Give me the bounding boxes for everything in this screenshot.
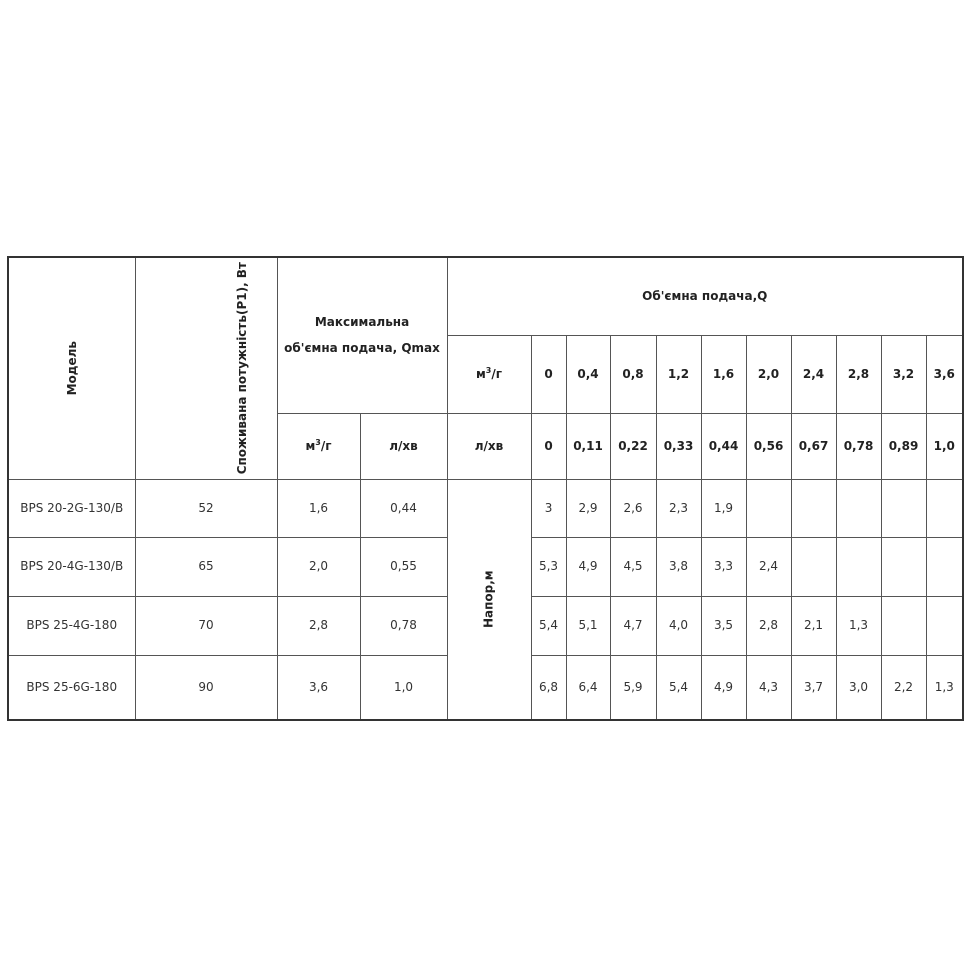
head-value-cell: 3,3 — [701, 537, 746, 596]
head-value-cell — [836, 479, 881, 537]
q-lmin-value: 0,78 — [836, 413, 881, 479]
qmax-m3h-cell: 2,8 — [277, 596, 360, 655]
qmax-m3h-cell: 3,6 — [277, 655, 360, 720]
q-m3h-value: 2,4 — [791, 335, 836, 413]
head-value-cell: 5,9 — [610, 655, 656, 720]
head-value-cell: 2,3 — [656, 479, 701, 537]
model-cell: BPS 20-4G-130/B — [8, 537, 135, 596]
power-cell: 65 — [135, 537, 277, 596]
q-m3h-value: 2,8 — [836, 335, 881, 413]
head-value-cell — [926, 537, 963, 596]
head-value-cell — [926, 596, 963, 655]
head-value-cell: 6,8 — [531, 655, 566, 720]
q-lmin-value: 0,11 — [566, 413, 610, 479]
head-value-cell — [836, 537, 881, 596]
power-cell: 90 — [135, 655, 277, 720]
qmax-unit-m3h-sup: 3 — [315, 438, 321, 448]
q-lmin-value: 0,44 — [701, 413, 746, 479]
q-lmin-value: 0,33 — [656, 413, 701, 479]
q-lmin-value: 0 — [531, 413, 566, 479]
head-value-cell — [926, 479, 963, 537]
head-value-cell — [791, 479, 836, 537]
q-lmin-value: 1,0 — [926, 413, 963, 479]
head-value-cell: 4,9 — [566, 537, 610, 596]
head-value-cell: 6,4 — [566, 655, 610, 720]
qmax-m3h-cell: 2,0 — [277, 537, 360, 596]
q-lmin-value: 0,56 — [746, 413, 791, 479]
header-qmax-line2: об'ємна подача, Qmax — [284, 341, 440, 356]
head-value-cell — [881, 537, 926, 596]
q-m3h-value: 2,0 — [746, 335, 791, 413]
head-value-cell: 2,4 — [746, 537, 791, 596]
model-cell: BPS 20-2G-130/B — [8, 479, 135, 537]
head-label-cell — [447, 479, 531, 720]
pump-spec-table — [7, 256, 964, 721]
header-model — [8, 257, 135, 479]
unit-m3h-sup: 3 — [485, 366, 492, 376]
qmax-unit-m3h-cell — [277, 413, 360, 479]
head-value-cell: 2,9 — [566, 479, 610, 537]
head-value-cell: 1,3 — [836, 596, 881, 655]
head-value-cell: 3,0 — [836, 655, 881, 720]
power-cell: 52 — [135, 479, 277, 537]
table-row — [8, 479, 963, 537]
qmax-unit-m3h: м — [305, 439, 316, 454]
q-m3h-value: 0 — [531, 335, 566, 413]
head-value-cell: 4,3 — [746, 655, 791, 720]
qmax-lmin-cell: 0,55 — [360, 537, 447, 596]
power-cell: 70 — [135, 596, 277, 655]
head-value-cell: 4,9 — [701, 655, 746, 720]
header-power — [135, 257, 277, 479]
head-value-cell: 4,7 — [610, 596, 656, 655]
unit-m3h: м — [475, 367, 486, 382]
header-model-label: Модель — [64, 341, 79, 396]
qmax-lmin-cell: 0,78 — [360, 596, 447, 655]
header-power-label: Споживана потужність(P1), Вт — [234, 262, 249, 475]
head-value-cell: 4,5 — [610, 537, 656, 596]
q-m3h-value: 0,8 — [610, 335, 656, 413]
head-label: Напор,м — [481, 570, 496, 629]
unit-m3h-tail: /г — [491, 367, 503, 382]
qmax-unit-m3h-tail: /г — [320, 439, 332, 454]
head-value-cell — [881, 596, 926, 655]
q-m3h-value: 3,6 — [926, 335, 963, 413]
q-m3h-value: 0,4 — [566, 335, 610, 413]
head-value-cell: 2,2 — [881, 655, 926, 720]
head-value-cell: 1,9 — [701, 479, 746, 537]
head-value-cell — [746, 479, 791, 537]
header-qmax — [277, 257, 447, 413]
qmax-lmin-cell: 1,0 — [360, 655, 447, 720]
unit-lmin: л/хв — [447, 413, 531, 479]
q-lmin-value: 0,22 — [610, 413, 656, 479]
head-value-cell — [791, 537, 836, 596]
head-value-cell — [881, 479, 926, 537]
head-value-cell: 3 — [531, 479, 566, 537]
head-value-cell: 3,5 — [701, 596, 746, 655]
head-value-cell: 5,4 — [656, 655, 701, 720]
head-value-cell: 2,1 — [791, 596, 836, 655]
model-cell: BPS 25-4G-180 — [8, 596, 135, 655]
qmax-m3h-cell: 1,6 — [277, 479, 360, 537]
q-lmin-value: 0,89 — [881, 413, 926, 479]
header-qmax-line1: Максимальна — [314, 314, 410, 329]
head-value-cell: 2,8 — [746, 596, 791, 655]
q-m3h-value: 1,6 — [701, 335, 746, 413]
qmax-lmin-cell: 0,44 — [360, 479, 447, 537]
unit-m3h-cell — [447, 335, 531, 413]
qmax-unit-lmin: л/хв — [360, 413, 447, 479]
head-value-cell: 5,1 — [566, 596, 610, 655]
q-lmin-value: 0,67 — [791, 413, 836, 479]
head-value-cell: 2,6 — [610, 479, 656, 537]
model-cell: BPS 25-6G-180 — [8, 655, 135, 720]
head-value-cell: 1,3 — [926, 655, 963, 720]
head-value-cell: 5,3 — [531, 537, 566, 596]
head-value-cell: 3,8 — [656, 537, 701, 596]
head-value-cell: 3,7 — [791, 655, 836, 720]
q-m3h-value: 1,2 — [656, 335, 701, 413]
header-q: Об'ємна подача,Q — [447, 257, 963, 335]
head-value-cell: 5,4 — [531, 596, 566, 655]
head-value-cell: 4,0 — [656, 596, 701, 655]
q-m3h-value: 3,2 — [881, 335, 926, 413]
